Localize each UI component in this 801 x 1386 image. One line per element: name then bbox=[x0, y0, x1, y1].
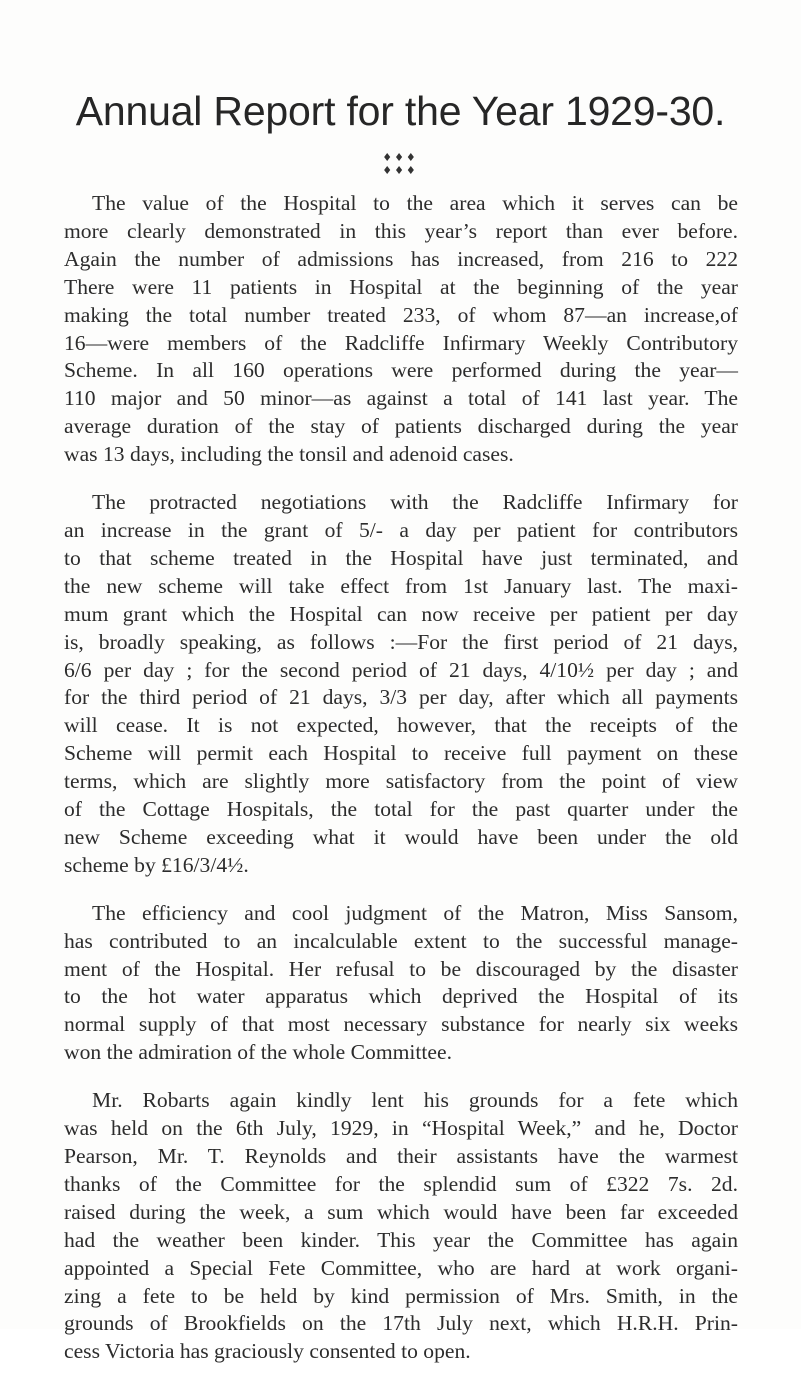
paragraph-4 bbox=[64, 1087, 738, 1366]
paragraph-line: Pearson, Mr. T. Reynolds and their assistants have the warmest bbox=[64, 1144, 738, 1168]
paragraph-line: for the third period of 21 days, 3/3 per day, after which all payments bbox=[64, 685, 738, 710]
ornament-row-top: ♦♦♦ bbox=[382, 151, 418, 164]
paragraph-line: The protracted negotiations with the Radcliffe Infirmary for bbox=[92, 490, 738, 515]
paragraph-line: Mr. Robarts again kindly lent his grounds for a fete which bbox=[92, 1088, 738, 1113]
paragraph-line: won the admiration of the whole Committee. bbox=[64, 1040, 453, 1065]
paragraph-line: raised during the week, a sum which would have been far exceeded bbox=[64, 1199, 738, 1224]
paragraph-line: thanks of the Committee for the splendid sum of £322 7s. 2d. bbox=[64, 1171, 738, 1196]
paragraph-line: making the total number treated 233, of whom 87—an increase,of bbox=[64, 302, 738, 327]
paragraph-line: was 13 days, including the tonsil and adenoid cases. bbox=[64, 442, 514, 467]
paragraph-line: was held on the 6th July, 1929, in “Hospital Week,” and he, Doctor bbox=[64, 1116, 738, 1141]
report-title: Annual Report for the Year 1929-30. bbox=[75, 88, 726, 134]
paragraph-line: scheme by £16/3/4½. bbox=[64, 852, 249, 877]
report-body bbox=[64, 190, 738, 1386]
paragraph-line: There were 11 patients in Hospital at the beginning of the year bbox=[64, 274, 738, 299]
paragraph-line: Scheme. In all 160 operations were performed during the year— bbox=[64, 358, 738, 383]
diamond-ornament bbox=[380, 151, 420, 177]
paragraph-line: to the hot water apparatus which deprived the Hospital of its bbox=[64, 984, 738, 1009]
paragraph-line: zing a fete to be held by kind permission of Mrs. Smith, in the bbox=[64, 1283, 738, 1308]
paragraph-line: appointed a Special Fete Committee, who are hard at work organi- bbox=[64, 1255, 738, 1280]
paragraph-line: normal supply of that most necessary substance for nearly six weeks bbox=[64, 1012, 738, 1037]
ornament-row-bottom: ♦♦♦ bbox=[382, 164, 418, 177]
paragraph-line: The value of the Hospital to the area which it serves can be bbox=[92, 191, 738, 215]
paragraph-line: had the weather been kinder. This year the Committee has again bbox=[64, 1227, 738, 1252]
paragraph-line: more clearly demonstrated in this year’s report than ever before. bbox=[64, 218, 738, 243]
paragraph-line: will cease. It is not expected, however, that the receipts of the bbox=[64, 713, 738, 738]
paragraph-3 bbox=[64, 900, 738, 1067]
paragraph-line: Scheme will permit each Hospital to receive full payment on these bbox=[64, 741, 738, 766]
paragraph-line: average duration of the stay of patients discharged during the year bbox=[64, 414, 738, 439]
paragraph-line: cess Victoria has graciously consented to open. bbox=[64, 1339, 471, 1364]
paragraph-line: grounds of Brookfields on the 17th July next, which H.R.H. Prin- bbox=[64, 1311, 738, 1336]
paragraph-line: mum grant which the Hospital can now receive per patient per day bbox=[64, 601, 738, 626]
paragraph-line: to that scheme treated in the Hospital have just terminated, and bbox=[64, 545, 738, 570]
paragraph-line: 16—were members of the Radcliffe Infirmary Weekly Contributory bbox=[64, 330, 738, 355]
paragraph-line: the new scheme will take effect from 1st January last. The maxi- bbox=[64, 573, 738, 598]
paragraph-line: new Scheme exceeding what it would have been under the old bbox=[64, 824, 738, 849]
paragraph-line: The efficiency and cool judgment of the Matron, Miss Sansom, bbox=[92, 900, 738, 925]
paragraph-line: 6/6 per day ; for the second period of 21 days, 4/10½ per day ; and bbox=[64, 657, 738, 682]
paragraph-line: an increase in the grant of 5/- a day per patient for contributors bbox=[64, 517, 738, 542]
paragraph-line: Again the number of admissions has increased, from 216 to 222 bbox=[64, 246, 738, 271]
paragraph-1 bbox=[64, 190, 738, 469]
paragraph-line: of the Cottage Hospitals, the total for the past quarter under the bbox=[64, 797, 738, 822]
paragraph-line: 110 major and 50 minor—as against a total of 141 last year. The bbox=[64, 386, 738, 411]
paragraph-2 bbox=[64, 489, 738, 880]
paragraph-line: has contributed to an incalculable extent to the successful manage- bbox=[64, 928, 738, 953]
paragraph-line: ment of the Hospital. Her refusal to be discouraged by the disaster bbox=[64, 956, 738, 981]
paragraph-line: is, broadly speaking, as follows :—For the first period of 21 days, bbox=[64, 629, 738, 654]
paragraph-line: terms, which are slightly more satisfactory from the point of view bbox=[64, 769, 738, 794]
